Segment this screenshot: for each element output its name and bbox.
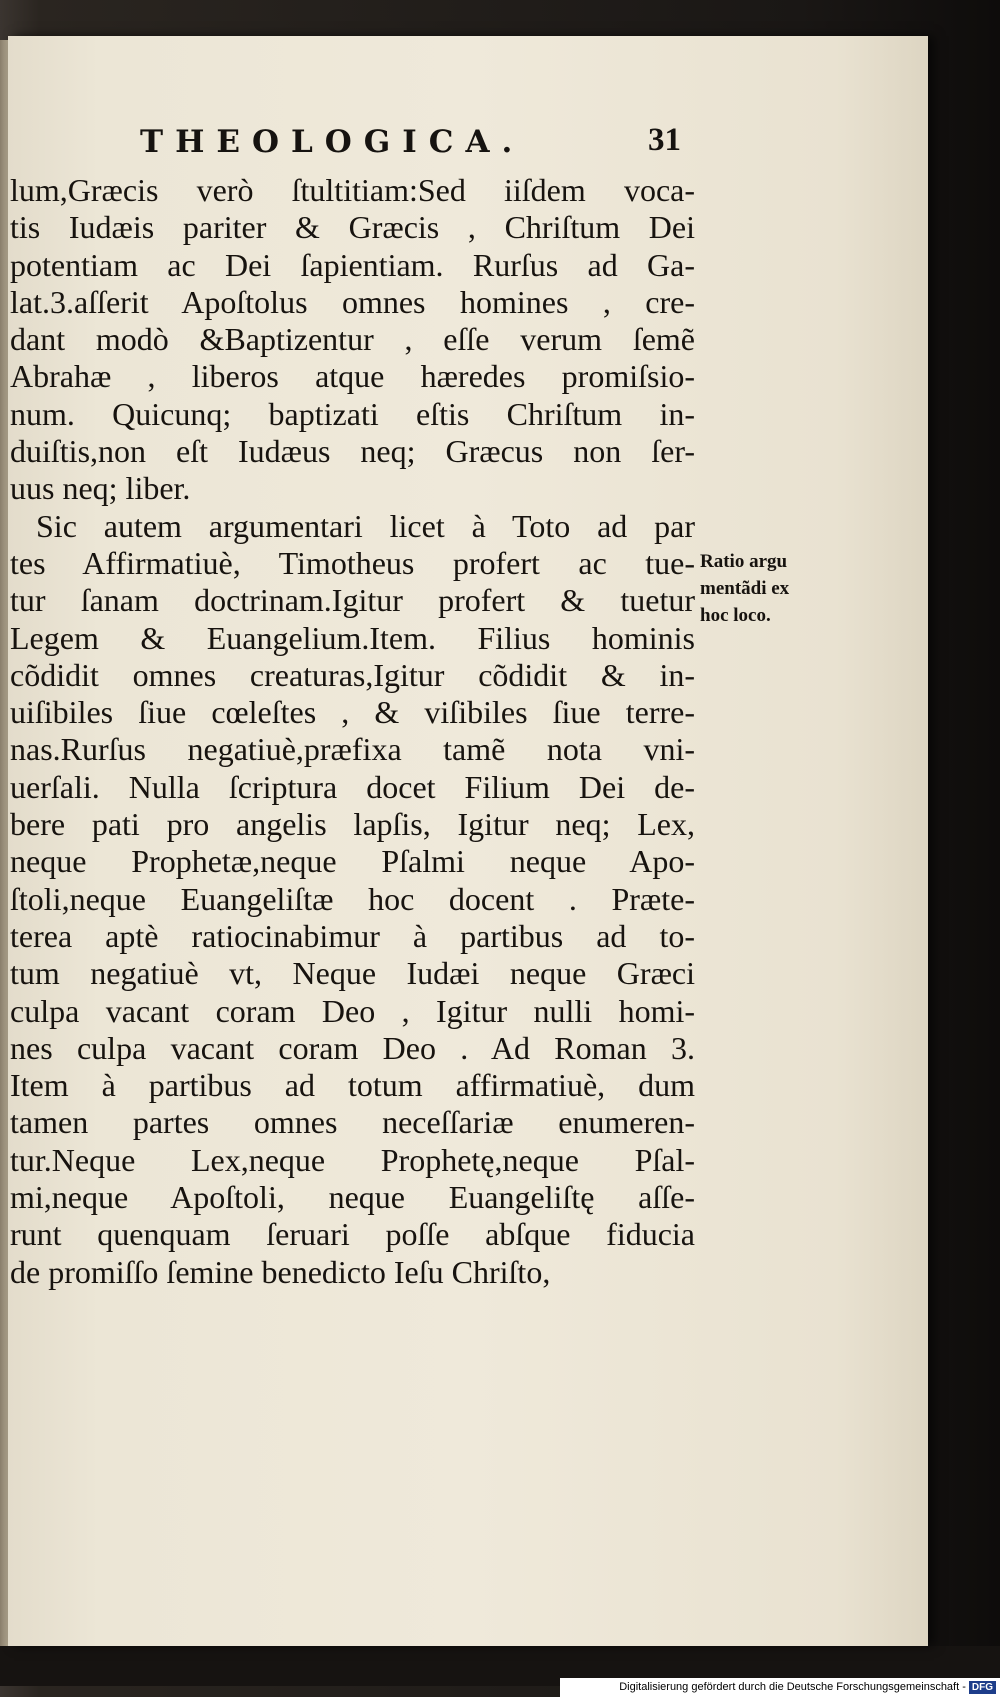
text-line: tur.Neque Lex,neque Prophetę,neque Pſal- — [10, 1141, 695, 1178]
text-line: uiſibiles ſiue cœleſtes , & viſibiles ſiue terre- — [10, 694, 695, 731]
text-line: potentiam ac Dei ſapientiam. Rurſus ad Ga- — [10, 246, 695, 283]
text-line: tur ſanam doctrinam.Igitur profert & tuetur — [10, 582, 695, 619]
text-line: bere pati pro angelis lapſis, Igitur neq; Lex, — [10, 806, 695, 843]
text-line: terea aptè ratiocinabimur à partibus ad to- — [10, 917, 695, 954]
footer-credit-text: Digitalisierung gefördert durch die Deutsche Forschungsgemeinschaft - — [619, 1681, 966, 1693]
text-line: neque Prophetæ,neque Pſalmi neque Apo- — [10, 843, 695, 880]
text-line: num. Quicunq; baptizati eſtis Chriſtum in- — [10, 395, 695, 432]
text-line: Sic autem argumentari licet à Toto ad par — [36, 507, 695, 544]
page-number: 31 — [648, 122, 681, 158]
text-line: Abrahæ , liberos atque hæredes promiſsio- — [10, 358, 695, 395]
text-line: ſtoli,neque Euangeliſtæ hoc docent . Præte- — [10, 880, 695, 917]
text-line: nas.Rurſus negatiuè,præfixa tamẽ nota vni- — [10, 731, 695, 768]
text-line: culpa vacant coram Deo , Igitur nulli homi- — [10, 992, 695, 1029]
marginal-note-line: mentãdi ex — [700, 578, 790, 599]
text-line: runt quenquam ſeruari poſſe abſque fiducia — [10, 1216, 695, 1253]
running-head: THEOLOGICA. — [140, 124, 525, 160]
text-line: uus neq; liber. — [10, 470, 191, 507]
text-line: cõdidit omnes creaturas,Igitur cõdidit & in- — [10, 656, 695, 693]
text-line: nes culpa vacant coram Deo . Ad Roman 3. — [10, 1029, 695, 1066]
footer-credit — [560, 1678, 1000, 1697]
body-text — [10, 172, 695, 1291]
text-line: de promiſſo ſemine benedicto Ieſu Chriſto, — [10, 1253, 551, 1290]
text-line: tum negatiuè vt, Neque Iudæi neque Græci — [10, 955, 695, 992]
text-line: tes Affirmatiuè, Timotheus profert ac tue- — [10, 544, 695, 581]
text-line: mi,neque Apoſtoli, neque Euangeliſtę aſſe- — [10, 1179, 695, 1216]
marginal-note-line: hoc loco. — [700, 605, 771, 626]
text-line: dant modò &Baptizentur , eſſe verum ſemẽ — [10, 321, 695, 358]
dfg-logo: DFG — [969, 1681, 996, 1694]
text-line: duiſtis,non eſt Iudæus neq; Græcus non ſer- — [10, 433, 695, 470]
text-line: Item à partibus ad totum affirmatiuè, dum — [10, 1067, 695, 1104]
marginal-note — [700, 548, 835, 629]
text-line: tis Iudæis pariter & Græcis , Chriſtum Dei — [10, 209, 695, 246]
text-line: uerſali. Nulla ſcriptura docet Filium Dei de- — [10, 768, 695, 805]
text-line: Legem & Euangelium.Item. Filius hominis — [10, 619, 695, 656]
text-line: lum,Græcis verò ſtultitiam:Sed iiſdem voca- — [10, 172, 695, 208]
text-line: lat.3.aſſerit Apoſtolus omnes homines , cre- — [10, 283, 695, 320]
marginal-note-line: Ratio argu — [700, 551, 788, 572]
text-line: tamen partes omnes neceſſariæ enumeren- — [10, 1104, 695, 1141]
